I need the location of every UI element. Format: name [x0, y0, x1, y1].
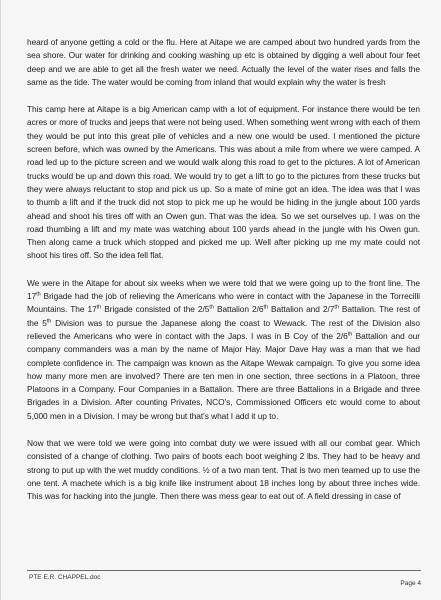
document-body — [27, 36, 420, 518]
paragraph-3: We were in the Aitape for about six weeks when we were told that we were going up to the front line. The 17th Brigade had the job of relieving the Americans who were in contact with the Japanese in the Torrecilli Mountains. The 17th Brigade consisted of the 2/5th Battalion 2/6th Battalion and 2/7th Battalion. The rest of the 5th Division was to pursue the Japanese along the coast to Wewack. The rest of the Division also relieved the Americans who were in contact with the Japs. I was in B Coy of the 2/6th Battalion and our company commanders was a man by the name of Major Hay. Major Dave Hay was a man that we had complete confidence in. The campaign was known as the Aitape Wewak campaign. To give you some idea how many more men are involved? There are ten men in one section, three sections in a Platoon, three Platoons in a Company. Four Companies in a Battalion. There are three Battalions in a Brigade and three Brigades in a Division. After counting Privates, NCO's, Commissioned Officers etc would come to about 5,000 men in a Division. I may be wrong but that's what I add it up to. — [27, 277, 420, 421]
paragraph-1: heard of anyone getting a cold or the flu. Here at Aitape we are camped about two hundred yards from the sea shore. Our water for drinking and cooking washing up etc is obtained by digging a well about four feet deep and we are able to get all the fresh water we need. Actually the level of the water rises and falls the same as the tide. The water would be coming from inland that would explain why the water is fresh — [27, 37, 420, 87]
page-footer — [27, 570, 421, 587]
footer-filename: PTE E.R. CHAPPEL.doc — [29, 574, 101, 581]
footer-page-number: Page 4 — [400, 580, 421, 587]
paragraph-2: This camp here at Aitape is a big American camp with a lot of equipment. For instance there would be ten acres or more of trucks and jeeps that were not being used. When something went wrong with each of them they would be put into this great pile of vehicles and a new one would be used. I mentioned the picture screen before, which was owned by the Americans. This was about a mile from where we were camped. A road led up to the picture screen and we would walk along this road to get to the pictures. A lot of American trucks would be up and down this road. We would try to get a lift to go to the pictures from these trucks but they were always reluctant to stop and pick us up. So a mate of mine got an idea. The idea was that I was to thumb a lift and if the truck did not stop to pick me up he would be hiding in the jungle about 100 yards ahead and shoot his tires off with an Owen gun. That was the idea. So we set ourselves up. I was on the road thumbing a lift and my mate was watching about 100 yards ahead in the jungle with his Owen gun. Then along came a truck which stopped and picked me up. Well after picking up me my mate could not shoot his tires off. So the idea fell flat. — [27, 104, 420, 261]
paragraph-4: Now that we were told we were going into combat duty we were issued with all our combat gear. Which consisted of a change of clothing. Two pairs of boots each boot weighing 2 lbs. They had to be heavy and strong to put up with the wet muddy conditions. ½ of a two man tent. That is two men teamed up to use the one tent. A machete which is a big knife like instrument about 18 inches long by about three inches wide. This was for hacking into the jungle. Then there was mess gear to eat out of. A field dressing in case of — [27, 438, 420, 502]
